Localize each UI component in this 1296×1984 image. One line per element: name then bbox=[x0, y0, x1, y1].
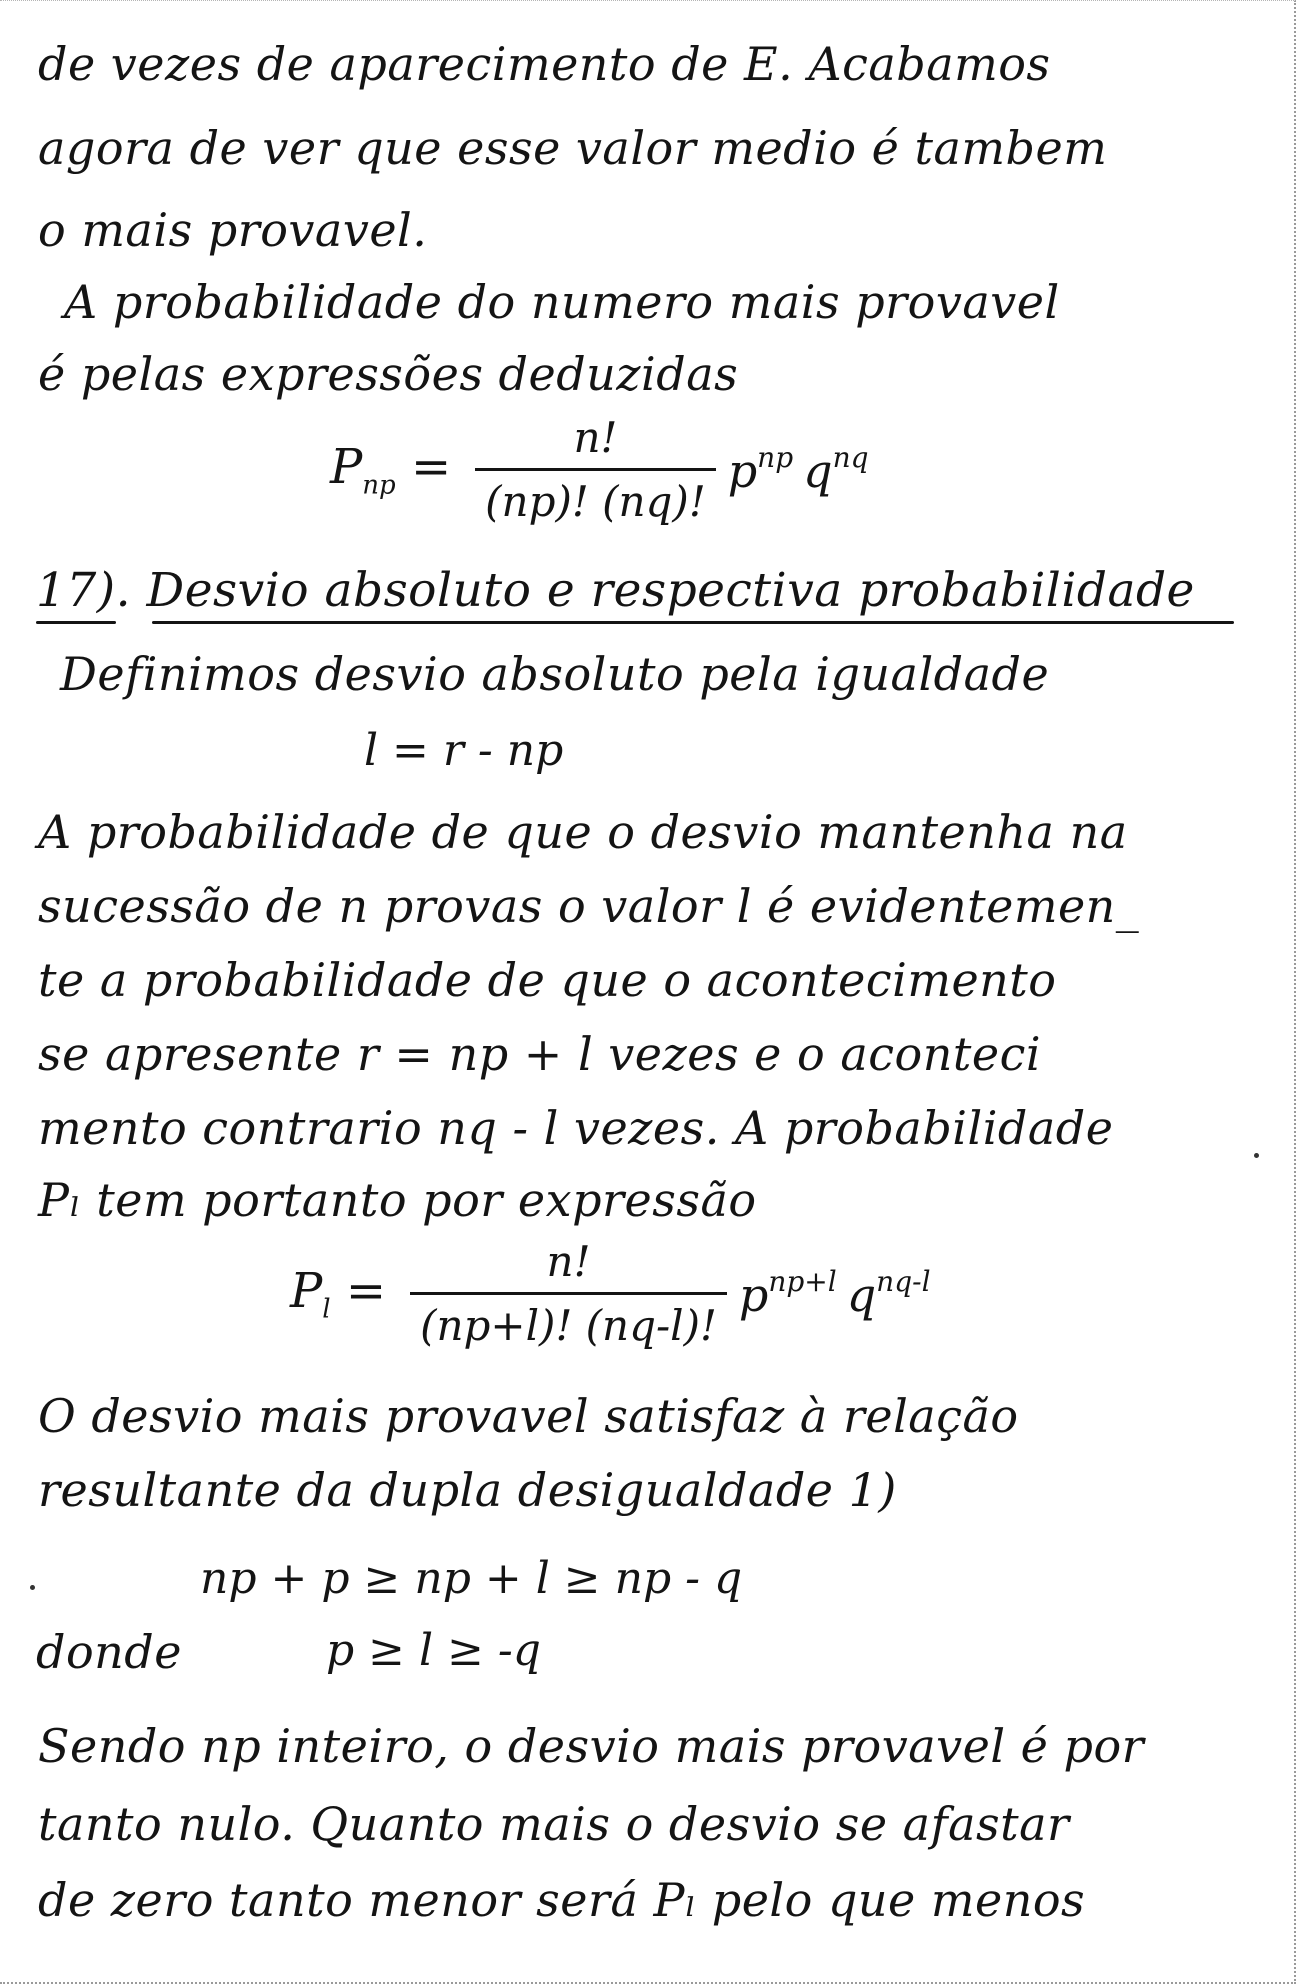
text-line: A probabilidade de que o desvio mantenha na bbox=[38, 805, 1128, 859]
heading-title-underline bbox=[152, 621, 1234, 624]
heading-number-underline bbox=[36, 621, 116, 624]
ink-speck bbox=[30, 1585, 35, 1590]
text-line: sucessão de n provas o valor l é evidentemen_ bbox=[38, 879, 1140, 933]
text-line: O desvio mais provavel satisfaz à relação bbox=[38, 1389, 1019, 1443]
text-line: te a probabilidade de que o acontecimento bbox=[38, 953, 1057, 1007]
text-line: Definimos desvio absoluto pela igualdade bbox=[60, 647, 1050, 701]
power-q: $q^{nq-l}$ bbox=[846, 1265, 931, 1322]
fraction-denominator: (np+l)! (nq-l)! bbox=[420, 1301, 717, 1350]
text-line: Sendo np inteiro, o desvio mais provavel é por bbox=[38, 1719, 1145, 1773]
fraction-numerator: n! bbox=[573, 413, 618, 462]
power-p: $p^{np}$ bbox=[727, 441, 794, 498]
text-line: mento contrario nq - l vezes. A probabilidade bbox=[38, 1101, 1114, 1155]
text-line: donde bbox=[36, 1625, 182, 1679]
text-line: se apresente r = np + l vezes e o aconteci bbox=[38, 1027, 1042, 1081]
power-q: $q^{nq}$ bbox=[803, 441, 869, 498]
text-line: Pₗ tem portanto por expressão bbox=[38, 1173, 757, 1227]
section-heading: 17). Desvio absoluto e respectiva probabilidade bbox=[36, 563, 1195, 618]
equation-lhs: $P_{np}$ = bbox=[330, 438, 452, 501]
text-line: A probabilidade do numero mais provavel bbox=[64, 275, 1060, 329]
text-line: de vezes de aparecimento de E. Acabamos bbox=[38, 37, 1051, 91]
text-line: o mais provavel. bbox=[38, 203, 428, 257]
equation-p-l bbox=[290, 1237, 941, 1350]
ink-speck bbox=[1254, 1153, 1259, 1158]
text-line: de zero tanto menor será Pₗ pelo que menos bbox=[38, 1873, 1086, 1927]
text-line: agora de ver que esse valor medio é tambem bbox=[38, 121, 1108, 175]
text-line: resultante da dupla desigualdade 1) bbox=[38, 1463, 897, 1517]
equation-p-np bbox=[330, 413, 879, 526]
equation-deviation: l = r - np bbox=[364, 725, 564, 776]
equation-inequality-result: p ≥ l ≥ -q bbox=[326, 1625, 541, 1676]
fraction bbox=[475, 413, 716, 526]
fraction-numerator: n! bbox=[546, 1237, 591, 1286]
equation-lhs: $P_l$ = bbox=[290, 1262, 387, 1325]
equation-inequality: np + p ≥ np + l ≥ np - q bbox=[200, 1553, 743, 1604]
fraction bbox=[410, 1237, 727, 1350]
text-line: tanto nulo. Quanto mais o desvio se afastar bbox=[38, 1797, 1070, 1851]
text-line: é pelas expressões deduzidas bbox=[38, 347, 739, 401]
fraction-denominator: (np)! (nq)! bbox=[485, 477, 706, 526]
power-p: $p^{np+l}$ bbox=[738, 1265, 837, 1322]
